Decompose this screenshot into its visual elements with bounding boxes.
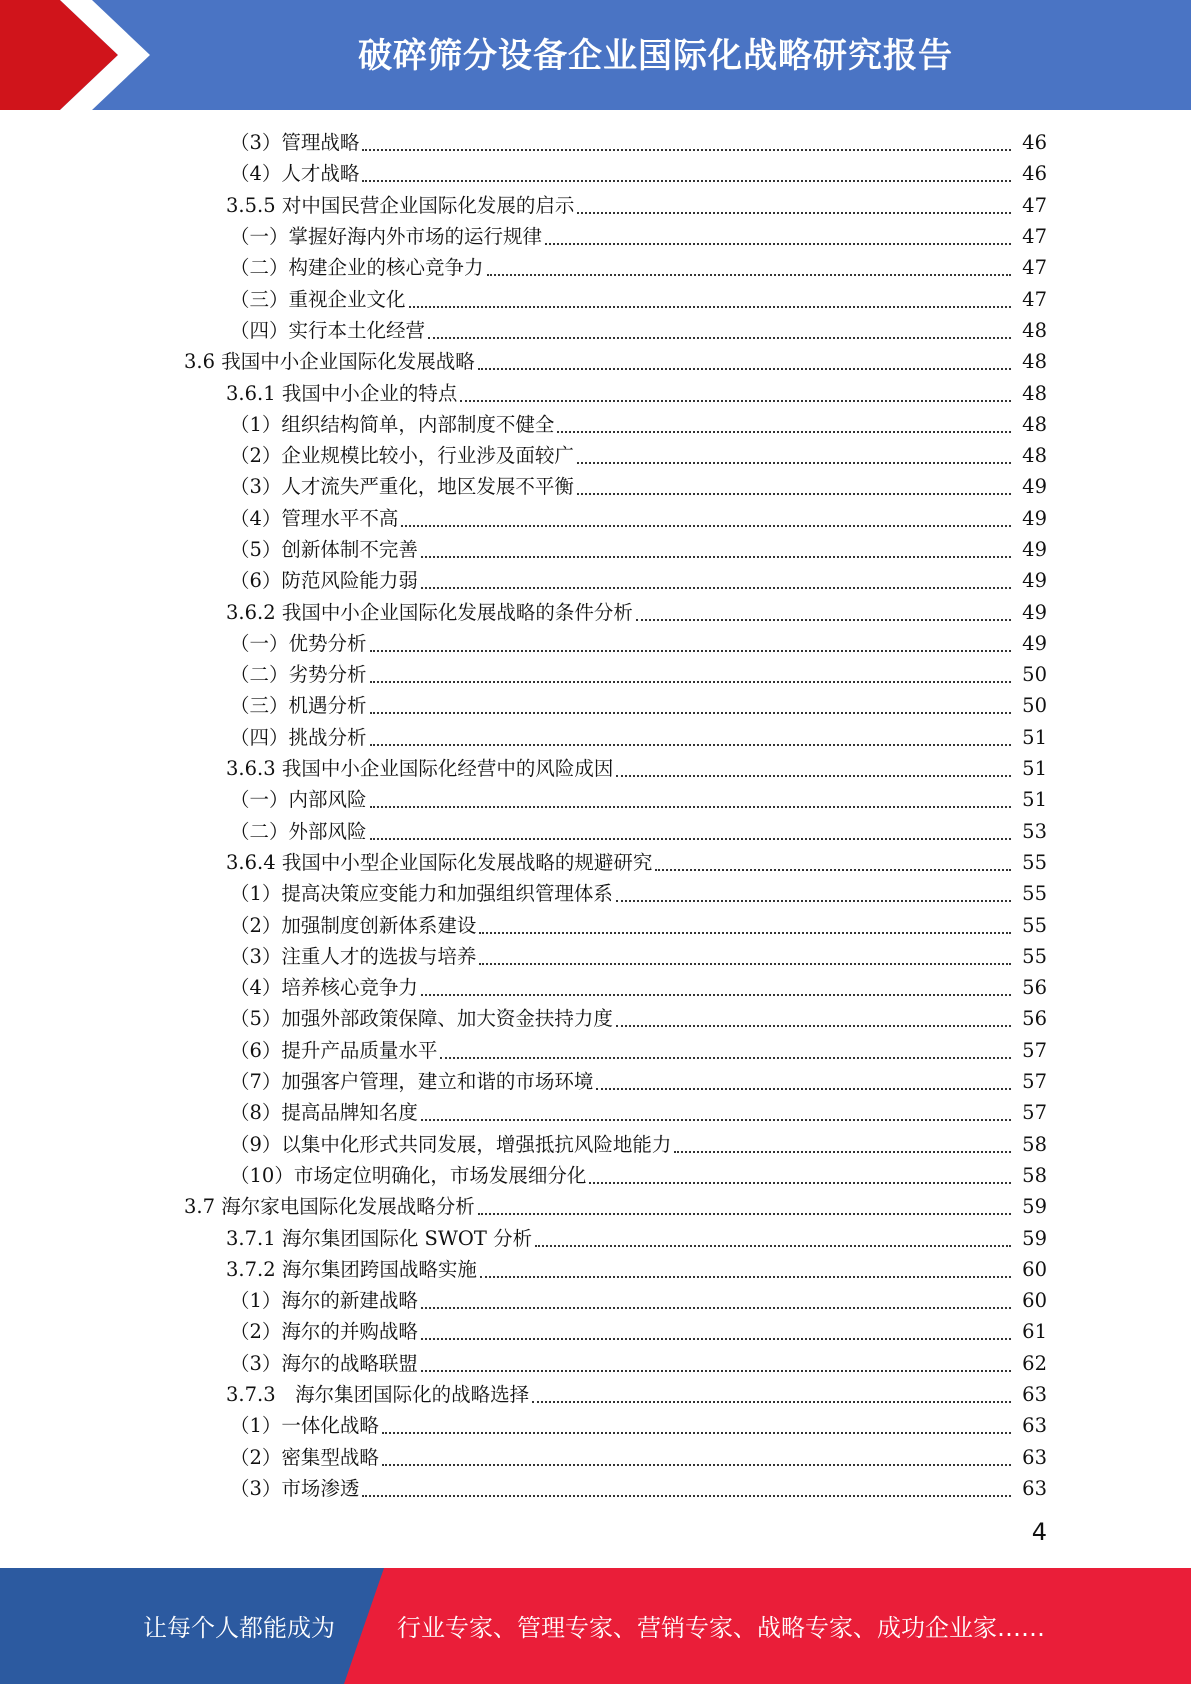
toc-dot-leader xyxy=(557,430,1011,433)
toc-dot-leader xyxy=(370,743,1011,746)
toc-dot-leader xyxy=(409,305,1011,308)
toc-entry[interactable] xyxy=(0,190,1191,221)
toc-entry-title: 3.6.3 我国中小企业国际化经营中的风险成因 xyxy=(226,757,614,781)
toc-entry-title: （6）提升产品质量水平 xyxy=(230,1038,438,1062)
toc-entry-page: 63 xyxy=(1022,1414,1047,1438)
toc-entry[interactable] xyxy=(0,596,1191,627)
toc-entry[interactable] xyxy=(0,252,1191,283)
toc-entry-page: 49 xyxy=(1022,569,1047,593)
toc-entry-title: （4）管理水平不高 xyxy=(230,506,399,530)
toc-entry-title: （3）市场渗透 xyxy=(230,1476,360,1500)
report-footer xyxy=(0,1568,1191,1684)
toc-entry-page: 55 xyxy=(1022,850,1047,874)
toc-dot-leader xyxy=(535,1244,1011,1247)
toc-entry-page: 49 xyxy=(1022,538,1047,561)
toc-dot-leader xyxy=(479,962,1011,965)
toc-dot-leader xyxy=(655,868,1011,871)
report-title: 破碎筛分设备企业国际化战略研究报告 xyxy=(358,36,953,76)
toc-entry-title: （9）以集中化形式共同发展，增强抵抗风险地能力 xyxy=(230,1132,672,1156)
toc-entry[interactable] xyxy=(0,972,1191,1003)
toc-dot-leader xyxy=(674,1150,1011,1153)
toc-dot-leader xyxy=(428,336,1011,339)
toc-entry-page: 48 xyxy=(1022,381,1047,405)
toc-entry-title: （2）海尔的并购战略 xyxy=(230,1320,418,1344)
footer-slogan-right: 行业专家、管理专家、营销专家、战略专家、成功企业家…… xyxy=(397,1614,1045,1642)
toc-entry[interactable] xyxy=(0,878,1191,909)
toc-entry[interactable] xyxy=(0,1410,1191,1441)
toc-entry[interactable] xyxy=(0,690,1191,721)
toc-entry[interactable] xyxy=(0,1191,1191,1222)
toc-entry-title: （4）培养核心竞争力 xyxy=(230,976,418,1000)
toc-entry[interactable] xyxy=(0,1379,1191,1410)
toc-entry[interactable] xyxy=(0,1473,1191,1504)
toc-entry-page: 55 xyxy=(1022,913,1047,937)
toc-entry-page: 57 xyxy=(1022,1070,1047,1094)
toc-dot-leader xyxy=(480,1275,1011,1278)
toc-dot-leader xyxy=(421,1118,1011,1121)
toc-dot-leader xyxy=(589,1181,1011,1184)
toc-entry-title: （5）加强外部政策保障、加大资金扶持力度 xyxy=(230,1007,613,1031)
toc-entry[interactable] xyxy=(0,1066,1191,1097)
toc-entry-title: 3.6.1 我国中小企业的特点 xyxy=(226,381,458,405)
table-of-contents xyxy=(0,127,1191,1504)
toc-entry-page: 48 xyxy=(1022,318,1047,342)
toc-dot-leader xyxy=(478,367,1011,370)
toc-entry-page: 63 xyxy=(1022,1445,1047,1469)
toc-entry-page: 47 xyxy=(1022,193,1047,217)
toc-entry-page: 47 xyxy=(1022,256,1047,280)
toc-dot-leader xyxy=(440,1056,1011,1059)
toc-dot-leader xyxy=(616,899,1011,902)
toc-entry-page: 59 xyxy=(1022,1226,1047,1250)
toc-entry[interactable] xyxy=(0,1316,1191,1347)
toc-entry[interactable] xyxy=(0,377,1191,408)
toc-entry-title: （1）提高决策应变能力和加强组织管理体系 xyxy=(230,882,613,906)
toc-dot-leader xyxy=(370,711,1011,714)
toc-entry[interactable] xyxy=(0,628,1191,659)
toc-dot-leader xyxy=(370,649,1011,652)
toc-entry[interactable] xyxy=(0,440,1191,471)
toc-entry-title: （四）实行本土化经营 xyxy=(230,318,426,342)
toc-entry[interactable] xyxy=(0,1097,1191,1128)
toc-entry-page: 49 xyxy=(1022,506,1047,530)
toc-entry-title: （一）优势分析 xyxy=(230,631,367,655)
toc-entry-page: 51 xyxy=(1022,757,1047,781)
toc-dot-leader xyxy=(421,1337,1011,1340)
toc-dot-leader xyxy=(577,461,1011,464)
toc-dot-leader xyxy=(370,805,1011,808)
toc-entry[interactable] xyxy=(0,1285,1191,1316)
toc-dot-leader xyxy=(577,492,1011,495)
toc-dot-leader xyxy=(362,1494,1011,1497)
toc-entry-title: （10）市场定位明确化，市场发展细分化 xyxy=(230,1163,587,1187)
toc-entry[interactable] xyxy=(0,753,1191,784)
toc-entry[interactable] xyxy=(0,565,1191,596)
toc-entry[interactable] xyxy=(0,534,1191,565)
toc-entry-page: 62 xyxy=(1022,1351,1047,1375)
footer-slogan-left: 让每个人都能成为 xyxy=(143,1614,335,1642)
toc-entry[interactable] xyxy=(0,315,1191,346)
toc-entry-page: 50 xyxy=(1022,663,1047,687)
toc-entry-title: （2）密集型战略 xyxy=(230,1445,379,1469)
toc-entry[interactable] xyxy=(0,471,1191,502)
toc-entry-page: 49 xyxy=(1022,475,1047,499)
toc-entry-page: 63 xyxy=(1022,1476,1047,1500)
toc-entry-title: （1）组织结构简单，内部制度不健全 xyxy=(230,412,555,436)
toc-entry-page: 51 xyxy=(1022,725,1047,749)
page-number: 4 xyxy=(1031,1518,1047,1546)
toc-dot-leader xyxy=(362,179,1011,182)
toc-entry[interactable] xyxy=(0,1348,1191,1379)
toc-entry-page: 57 xyxy=(1022,1038,1047,1062)
toc-entry-title: （1）海尔的新建战略 xyxy=(230,1289,418,1313)
toc-entry-title: （3）注重人才的选拔与培养 xyxy=(230,944,477,968)
toc-entry-title: 3.6 我国中小企业国际化发展战略 xyxy=(184,350,475,374)
toc-dot-leader xyxy=(382,1431,1011,1434)
toc-dot-leader xyxy=(636,618,1011,621)
toc-dot-leader xyxy=(362,148,1011,151)
toc-entry[interactable] xyxy=(0,1129,1191,1160)
toc-entry-page: 58 xyxy=(1022,1132,1047,1156)
toc-entry-page: 47 xyxy=(1022,225,1047,249)
toc-entry-page: 61 xyxy=(1022,1320,1047,1344)
toc-entry-title: （二）外部风险 xyxy=(230,819,367,843)
toc-entry[interactable] xyxy=(0,816,1191,847)
toc-entry-title: （5）创新体制不完善 xyxy=(230,538,418,561)
toc-dot-leader xyxy=(421,586,1011,589)
toc-entry-title: （三）重视企业文化 xyxy=(230,287,406,311)
toc-entry[interactable] xyxy=(0,1222,1191,1253)
toc-entry-page: 49 xyxy=(1022,600,1047,624)
toc-entry-page: 50 xyxy=(1022,694,1047,718)
toc-entry-title: 3.7 海尔家电国际化发展战略分析 xyxy=(184,1195,475,1219)
toc-dot-leader xyxy=(421,555,1011,558)
toc-entry-page: 63 xyxy=(1022,1383,1047,1407)
toc-entry-page: 55 xyxy=(1022,944,1047,968)
toc-dot-leader xyxy=(577,211,1011,214)
toc-entry[interactable] xyxy=(0,283,1191,314)
toc-entry-title: （7）加强客户管理，建立和谐的市场环境 xyxy=(230,1070,594,1094)
toc-entry-page: 49 xyxy=(1022,631,1047,655)
toc-entry[interactable] xyxy=(0,1160,1191,1191)
toc-entry-page: 59 xyxy=(1022,1195,1047,1219)
toc-entry-page: 48 xyxy=(1022,412,1047,436)
toc-entry-title: 3.5.5 对中国民营企业国际化发展的启示 xyxy=(226,193,575,217)
toc-entry-page: 48 xyxy=(1022,444,1047,468)
toc-entry-page: 46 xyxy=(1022,162,1047,186)
toc-dot-leader xyxy=(616,774,1011,777)
toc-entry-title: 3.6.4 我国中小型企业国际化发展战略的规避研究 xyxy=(226,850,653,874)
toc-dot-leader xyxy=(460,399,1011,402)
toc-dot-leader xyxy=(370,680,1011,683)
toc-entry-title: （1）一体化战略 xyxy=(230,1414,379,1438)
toc-entry-title: 3.7.2 海尔集团跨国战略实施 xyxy=(226,1257,477,1281)
toc-entry-title: （2）加强制度创新体系建设 xyxy=(230,913,477,937)
toc-entry[interactable] xyxy=(0,127,1191,158)
toc-entry[interactable] xyxy=(0,659,1191,690)
toc-entry[interactable] xyxy=(0,784,1191,815)
toc-entry-page: 48 xyxy=(1022,350,1047,374)
toc-entry[interactable] xyxy=(0,346,1191,377)
toc-dot-leader xyxy=(616,1024,1011,1027)
toc-entry-page: 56 xyxy=(1022,1007,1047,1031)
toc-entry[interactable] xyxy=(0,909,1191,940)
toc-entry[interactable] xyxy=(0,847,1191,878)
toc-entry-title: （3）人才流失严重化，地区发展不平衡 xyxy=(230,475,574,499)
toc-entry-title: （二）构建企业的核心竞争力 xyxy=(230,256,484,280)
toc-dot-leader xyxy=(421,1369,1011,1372)
toc-entry-page: 57 xyxy=(1022,1101,1047,1125)
toc-dot-leader xyxy=(370,837,1011,840)
toc-entry[interactable] xyxy=(0,1035,1191,1066)
report-header xyxy=(0,0,1191,110)
toc-dot-leader xyxy=(487,273,1011,276)
toc-dot-leader xyxy=(401,524,1011,527)
toc-entry[interactable] xyxy=(0,1003,1191,1034)
toc-entry-page: 47 xyxy=(1022,287,1047,311)
toc-dot-leader xyxy=(382,1463,1011,1466)
toc-entry-page: 55 xyxy=(1022,882,1047,906)
toc-entry[interactable] xyxy=(0,722,1191,753)
toc-entry-title: （二）劣势分析 xyxy=(230,663,367,687)
toc-dot-leader xyxy=(532,1400,1011,1403)
toc-entry[interactable] xyxy=(0,1441,1191,1472)
toc-entry[interactable] xyxy=(0,221,1191,252)
toc-dot-leader xyxy=(478,1212,1011,1215)
toc-entry-title: （一）掌握好海内外市场的运行规律 xyxy=(230,225,543,249)
toc-entry[interactable] xyxy=(0,409,1191,440)
toc-entry-page: 58 xyxy=(1022,1163,1047,1187)
toc-entry-title: （3）管理战略 xyxy=(230,131,360,155)
toc-entry-title: （四）挑战分析 xyxy=(230,725,367,749)
toc-entry-title: 3.7.1 海尔集团国际化 SWOT 分析 xyxy=(226,1226,533,1250)
toc-entry[interactable] xyxy=(0,158,1191,189)
toc-entry[interactable] xyxy=(0,1254,1191,1285)
toc-entry[interactable] xyxy=(0,503,1191,534)
toc-entry-title: （6）防范风险能力弱 xyxy=(230,569,418,593)
toc-dot-leader xyxy=(421,1306,1011,1309)
toc-dot-leader xyxy=(596,1087,1011,1090)
toc-entry-page: 46 xyxy=(1022,131,1047,155)
toc-entry-page: 60 xyxy=(1022,1257,1047,1281)
toc-entry-title: 3.6.2 我国中小企业国际化发展战略的条件分析 xyxy=(226,600,633,624)
toc-entry-page: 51 xyxy=(1022,788,1047,812)
toc-dot-leader xyxy=(421,993,1011,996)
toc-entry-title: （8）提高品牌知名度 xyxy=(230,1101,418,1125)
toc-entry-title: 3.7.3 海尔集团国际化的战略选择 xyxy=(226,1383,530,1407)
toc-entry-title: （3）海尔的战略联盟 xyxy=(230,1351,418,1375)
toc-entry-page: 53 xyxy=(1022,819,1047,843)
toc-entry[interactable] xyxy=(0,941,1191,972)
toc-dot-leader xyxy=(479,931,1011,934)
toc-entry-title: （一）内部风险 xyxy=(230,788,367,812)
toc-dot-leader xyxy=(545,242,1011,245)
toc-entry-title: （2）企业规模比较小，行业涉及面较广 xyxy=(230,444,574,468)
toc-entry-title: （4）人才战略 xyxy=(230,162,360,186)
toc-entry-page: 56 xyxy=(1022,976,1047,1000)
toc-entry-page: 60 xyxy=(1022,1289,1047,1313)
toc-entry-title: （三）机遇分析 xyxy=(230,694,367,718)
